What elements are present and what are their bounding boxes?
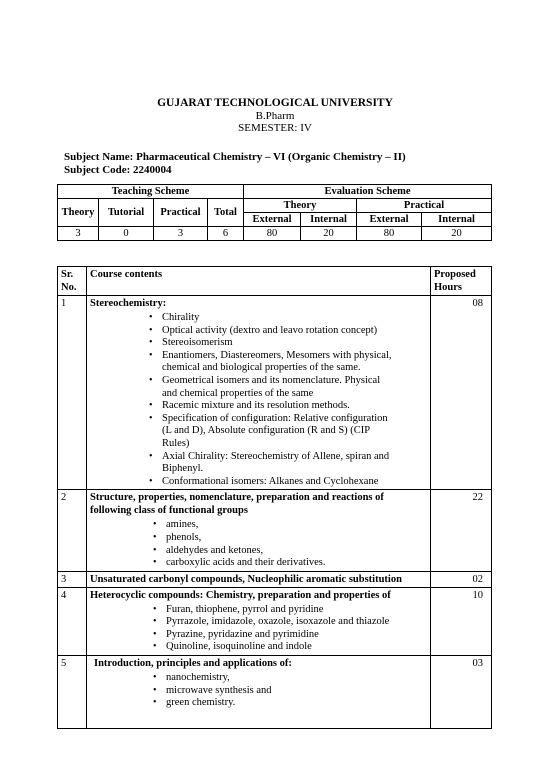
list-item: • carboxylic acids and their derivatives. (90, 557, 427, 570)
list-item: • phenols, (90, 532, 427, 545)
proposed-hours-header: Proposed Hours (431, 267, 492, 296)
th-external-value: 80 (244, 227, 301, 241)
row-contents (87, 571, 431, 587)
th-internal-header: Internal (301, 213, 357, 227)
practical-value: 3 (154, 227, 208, 241)
list-item: • Racemic mixture and its resolution methods. (90, 400, 427, 413)
list-item: • aldehydes and ketones, (90, 545, 427, 558)
pr-external-value: 80 (357, 227, 422, 241)
list-item: • Chirality (90, 312, 427, 325)
table-row (58, 656, 492, 729)
row-hours: 08 (431, 296, 492, 490)
row-sr: 2 (58, 490, 87, 571)
eval-practical-header: Practical (357, 199, 492, 213)
total-value: 6 (208, 227, 244, 241)
topic-list (90, 519, 427, 569)
row-contents (87, 656, 431, 729)
list-item: • Pyrrazole, imidazole, oxazole, isoxazole and thiazole (90, 616, 427, 629)
row-topic: Stereochemistry: (90, 298, 167, 309)
list-item: • Enantiomers, Diastereomers, Mesomers with physical, chemical and biological properties of the same. (90, 350, 427, 375)
evaluation-scheme-header: Evaluation Scheme (244, 185, 492, 199)
row-sr: 3 (58, 571, 87, 587)
row-contents (87, 587, 431, 655)
eval-theory-header: Theory (244, 199, 357, 213)
row-hours: 22 (431, 490, 492, 571)
row-sr: 5 (58, 656, 87, 729)
list-item: • Furan, thiophene, pyrrol and pyridine (90, 604, 427, 617)
sr-no-header: Sr. No. (58, 267, 87, 296)
list-item: • Specification of configuration: Relative configuration (L and D), Absolute configuration (R and S) (CIP Rules) (90, 413, 427, 451)
semester-label: SEMESTER: IV (238, 122, 312, 134)
row-topic: Unsaturated carbonyl compounds, Nucleophilic aromatic substitution (90, 573, 402, 585)
table-row (58, 587, 492, 655)
tutorial-header: Tutorial (99, 199, 154, 227)
course-contents-table (57, 266, 492, 729)
teaching-scheme-header: Teaching Scheme (58, 185, 244, 199)
row-hours: 02 (431, 571, 492, 587)
list-item: • amines, (90, 519, 427, 532)
list-item: • nanochemistry, (90, 672, 427, 685)
practical-header: Practical (154, 199, 208, 227)
course-contents-header: Course contents (87, 267, 431, 296)
program-name: B.Pharm (255, 110, 295, 122)
theory-header: Theory (58, 199, 99, 227)
topic-list (90, 312, 427, 488)
table-row (58, 571, 492, 587)
list-item: • Quinoline, isoquinoline and indole (90, 641, 427, 654)
row-topic: Introduction, principles and applications of: (94, 658, 292, 670)
list-item: • Axial Chirality: Stereochemistry of Allene, spiran and Biphenyl. (90, 451, 427, 476)
scheme-table (57, 184, 492, 241)
row-contents (87, 490, 431, 571)
th-internal-value: 20 (301, 227, 357, 241)
list-item: • Stereoisomerism (90, 337, 427, 350)
subject-code: Subject Code: 2240004 (64, 164, 172, 176)
list-item: • Optical activity (dextro and leavo rotation concept) (90, 325, 427, 338)
row-contents (87, 296, 431, 490)
row-sr: 1 (58, 296, 87, 490)
list-item: • green chemistry. (90, 697, 427, 710)
topic-list (90, 672, 427, 710)
university-title: GUJARAT TECHNOLOGICAL UNIVERSITY (157, 97, 393, 109)
list-item: • Pyrazine, pyridazine and pyrimidine (90, 629, 427, 642)
list-item: • Conformational isomers: Alkanes and Cyclohexane (90, 476, 427, 489)
row-sr: 4 (58, 587, 87, 655)
row-hours: 03 (431, 656, 492, 729)
list-item: • Geometrical isomers and its nomenclature. Physical and chemical properties of the same (90, 375, 427, 400)
subject-name: Subject Name: Pharmaceutical Chemistry – VI (Organic Chemistry – II) (64, 151, 406, 163)
table-row (58, 490, 492, 571)
topic-list (90, 604, 427, 654)
th-external-header: External (244, 213, 301, 227)
pr-internal-header: Internal (422, 213, 492, 227)
theory-value: 3 (58, 227, 99, 241)
pr-internal-value: 20 (422, 227, 492, 241)
row-topic: Heterocyclic compounds: Chemistry, preparation and properties of (90, 589, 391, 601)
row-topic: Structure, properties, nomenclature, preparation and reactions of following class of functional groups (90, 492, 384, 517)
row-hours: 10 (431, 587, 492, 655)
tutorial-value: 0 (99, 227, 154, 241)
total-header: Total (208, 199, 244, 227)
pr-external-header: External (357, 213, 422, 227)
list-item: • microwave synthesis and (90, 685, 427, 698)
table-row (58, 296, 492, 490)
